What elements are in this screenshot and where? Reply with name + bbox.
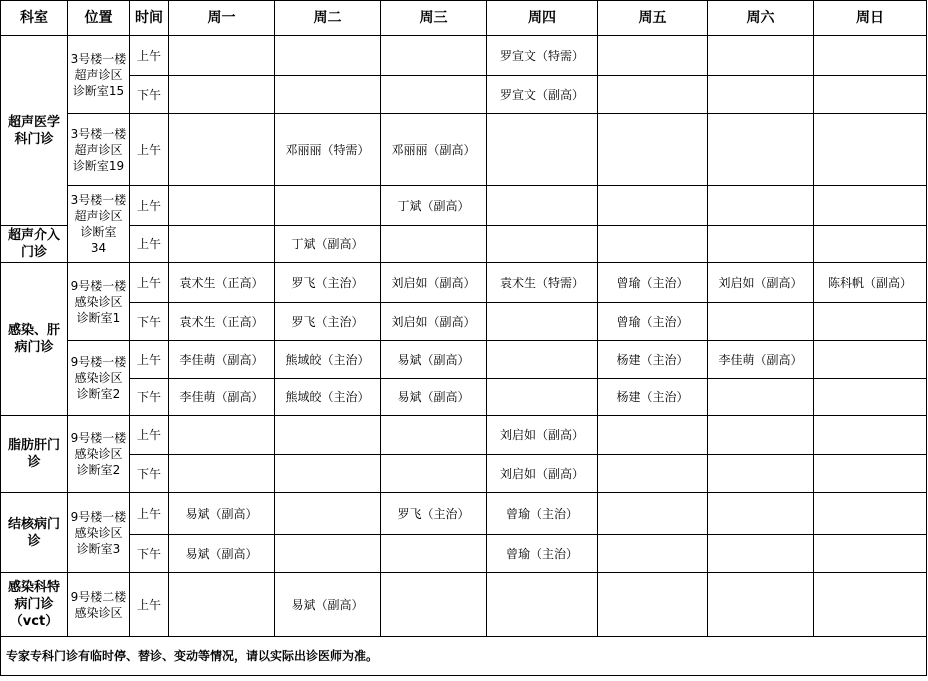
schedule-cell: 袁术生（正高） — [169, 263, 275, 303]
schedule-cell: 袁术生（特需） — [487, 263, 598, 303]
schedule-cell: 易斌（副高） — [169, 493, 275, 535]
location-cell: 9号楼一楼感染诊区诊断室2 — [68, 341, 130, 416]
schedule-cell: 易斌（副高） — [169, 535, 275, 573]
table-row — [1, 303, 927, 341]
note-row — [1, 637, 927, 676]
location-cell: 9号楼一楼感染诊区诊断室2 — [68, 416, 130, 493]
time-cell: 上午 — [130, 263, 169, 303]
schedule-cell — [814, 186, 927, 226]
table-row — [1, 341, 927, 379]
header-wed: 周三 — [381, 1, 487, 36]
schedule-cell — [275, 416, 381, 455]
time-cell: 下午 — [130, 303, 169, 341]
table-row — [1, 226, 927, 263]
schedule-cell: 曾瑜（主治） — [487, 493, 598, 535]
location-cell: 9号楼二楼感染诊区 — [68, 573, 130, 637]
schedule-cell — [275, 455, 381, 493]
schedule-cell: 李佳萌（副高） — [708, 341, 814, 379]
schedule-cell: 陈科帆（副高） — [814, 263, 927, 303]
schedule-cell: 杨建（主治） — [598, 379, 708, 416]
schedule-cell — [708, 379, 814, 416]
schedule-cell — [814, 416, 927, 455]
schedule-cell: 罗飞（主治） — [275, 263, 381, 303]
table-row — [1, 186, 927, 226]
schedule-cell — [708, 493, 814, 535]
header-row — [1, 1, 927, 36]
schedule-cell — [598, 186, 708, 226]
header-location: 位置 — [68, 1, 130, 36]
schedule-cell — [487, 341, 598, 379]
schedule-cell: 曾瑜（主治） — [487, 535, 598, 573]
table-row — [1, 114, 927, 186]
schedule-cell — [275, 76, 381, 114]
schedule-cell — [814, 455, 927, 493]
schedule-cell: 李佳萌（副高） — [169, 379, 275, 416]
table-row — [1, 416, 927, 455]
table-row — [1, 535, 927, 573]
schedule-cell — [708, 36, 814, 76]
schedule-cell — [814, 379, 927, 416]
schedule-cell — [169, 573, 275, 637]
schedule-cell — [275, 493, 381, 535]
schedule-cell — [487, 303, 598, 341]
location-cell: 9号楼一楼感染诊区诊断室3 — [68, 493, 130, 573]
dept-cell: 感染科特病门诊（vct） — [1, 573, 68, 637]
schedule-cell — [598, 573, 708, 637]
time-cell: 上午 — [130, 341, 169, 379]
schedule-cell — [487, 573, 598, 637]
schedule-cell — [814, 493, 927, 535]
schedule-cell — [598, 416, 708, 455]
schedule-cell — [708, 186, 814, 226]
table-row — [1, 36, 927, 76]
schedule-cell: 刘启如（副高） — [487, 455, 598, 493]
time-cell: 下午 — [130, 455, 169, 493]
schedule-cell — [598, 455, 708, 493]
schedule-cell: 邓丽丽（副高） — [381, 114, 487, 186]
schedule-cell — [598, 535, 708, 573]
schedule-cell — [814, 226, 927, 263]
time-cell: 上午 — [130, 416, 169, 455]
schedule-cell: 易斌（副高） — [381, 341, 487, 379]
schedule-cell — [487, 114, 598, 186]
table-row — [1, 76, 927, 114]
schedule-cell — [381, 535, 487, 573]
table-row — [1, 493, 927, 535]
location-room-number: 34 — [90, 241, 107, 255]
location-cell: 3号楼一楼超声诊区诊断室19 — [68, 114, 130, 186]
time-cell: 下午 — [130, 379, 169, 416]
time-cell: 上午 — [130, 36, 169, 76]
schedule-cell — [169, 76, 275, 114]
schedule-cell: 曾瑜（主治） — [598, 263, 708, 303]
schedule-cell — [169, 455, 275, 493]
schedule-cell — [381, 226, 487, 263]
schedule-cell: 丁斌（副高） — [275, 226, 381, 263]
schedule-cell: 邓丽丽（特需） — [275, 114, 381, 186]
schedule-cell — [814, 36, 927, 76]
schedule-cell: 刘启如（副高） — [708, 263, 814, 303]
schedule-cell: 丁斌（副高） — [381, 186, 487, 226]
schedule-cell — [708, 416, 814, 455]
schedule-cell — [169, 226, 275, 263]
schedule-cell — [169, 36, 275, 76]
schedule-cell — [708, 76, 814, 114]
schedule-cell — [708, 303, 814, 341]
schedule-cell: 李佳萌（副高） — [169, 341, 275, 379]
header-sun: 周日 — [814, 1, 927, 36]
schedule-cell: 曾瑜（主治） — [598, 303, 708, 341]
header-mon: 周一 — [169, 1, 275, 36]
dept-cell: 感染、肝病门诊 — [1, 263, 68, 416]
schedule-cell: 杨建（主治） — [598, 341, 708, 379]
header-thu: 周四 — [487, 1, 598, 36]
schedule-cell — [708, 455, 814, 493]
schedule-cell — [381, 76, 487, 114]
schedule-cell: 袁术生（正高） — [169, 303, 275, 341]
schedule-cell — [381, 455, 487, 493]
table-row — [1, 379, 927, 416]
header-fri: 周五 — [598, 1, 708, 36]
schedule-cell — [598, 226, 708, 263]
schedule-cell: 熊域皎（主治） — [275, 341, 381, 379]
header-tue: 周二 — [275, 1, 381, 36]
schedule-cell — [814, 76, 927, 114]
schedule-cell: 易斌（副高） — [381, 379, 487, 416]
schedule-cell: 刘启如（副高） — [381, 303, 487, 341]
schedule-cell — [275, 535, 381, 573]
location-cell: 3号楼一楼超声诊区诊断室15 — [68, 36, 130, 114]
schedule-cell — [814, 341, 927, 379]
schedule-cell — [487, 379, 598, 416]
schedule-cell — [169, 114, 275, 186]
schedule-cell: 易斌（副高） — [275, 573, 381, 637]
schedule-cell — [598, 76, 708, 114]
schedule-cell — [708, 573, 814, 637]
dept-cell: 超声介入门诊 — [1, 226, 68, 263]
schedule-cell — [708, 114, 814, 186]
schedule-cell: 罗飞（主治） — [275, 303, 381, 341]
table-row — [1, 455, 927, 493]
schedule-cell — [381, 36, 487, 76]
header-sat: 周六 — [708, 1, 814, 36]
time-cell: 上午 — [130, 493, 169, 535]
schedule-cell — [814, 114, 927, 186]
location-cell — [68, 186, 130, 263]
schedule-cell: 刘启如（副高） — [487, 416, 598, 455]
schedule-cell — [275, 186, 381, 226]
disclaimer-note: 专家专科门诊有临时停、替诊、变动等情况，请以实际出诊医师为准。 — [1, 637, 927, 676]
header-time: 时间 — [130, 1, 169, 36]
dept-cell: 超声医学科门诊 — [1, 36, 68, 226]
schedule-cell — [814, 303, 927, 341]
schedule-cell — [487, 226, 598, 263]
time-cell: 上午 — [130, 186, 169, 226]
schedule-cell — [169, 186, 275, 226]
schedule-cell — [814, 535, 927, 573]
time-cell: 下午 — [130, 76, 169, 114]
time-cell: 上午 — [130, 114, 169, 186]
schedule-cell: 罗宣文（特需） — [487, 36, 598, 76]
table-row — [1, 573, 927, 637]
schedule-cell — [708, 226, 814, 263]
schedule-cell: 熊域皎（主治） — [275, 379, 381, 416]
schedule-cell — [814, 573, 927, 637]
time-cell: 上午 — [130, 573, 169, 637]
schedule-cell — [598, 493, 708, 535]
dept-cell: 结核病门诊 — [1, 493, 68, 573]
schedule-cell: 罗飞（主治） — [381, 493, 487, 535]
schedule-cell: 刘启如（副高） — [381, 263, 487, 303]
schedule-cell — [487, 186, 598, 226]
time-cell: 下午 — [130, 535, 169, 573]
dept-cell: 脂肪肝门诊 — [1, 416, 68, 493]
schedule-cell — [275, 36, 381, 76]
schedule-cell — [381, 573, 487, 637]
schedule-cell — [598, 114, 708, 186]
schedule-cell — [169, 416, 275, 455]
time-cell: 上午 — [130, 226, 169, 263]
location-text: 3号楼一楼超声诊区诊断室 — [70, 193, 127, 239]
location-cell: 9号楼一楼感染诊区诊断室1 — [68, 263, 130, 341]
schedule-cell: 罗宣文（副高） — [487, 76, 598, 114]
header-dept: 科室 — [1, 1, 68, 36]
schedule-cell — [381, 416, 487, 455]
schedule-cell — [708, 535, 814, 573]
schedule-cell — [598, 36, 708, 76]
table-row — [1, 263, 927, 303]
